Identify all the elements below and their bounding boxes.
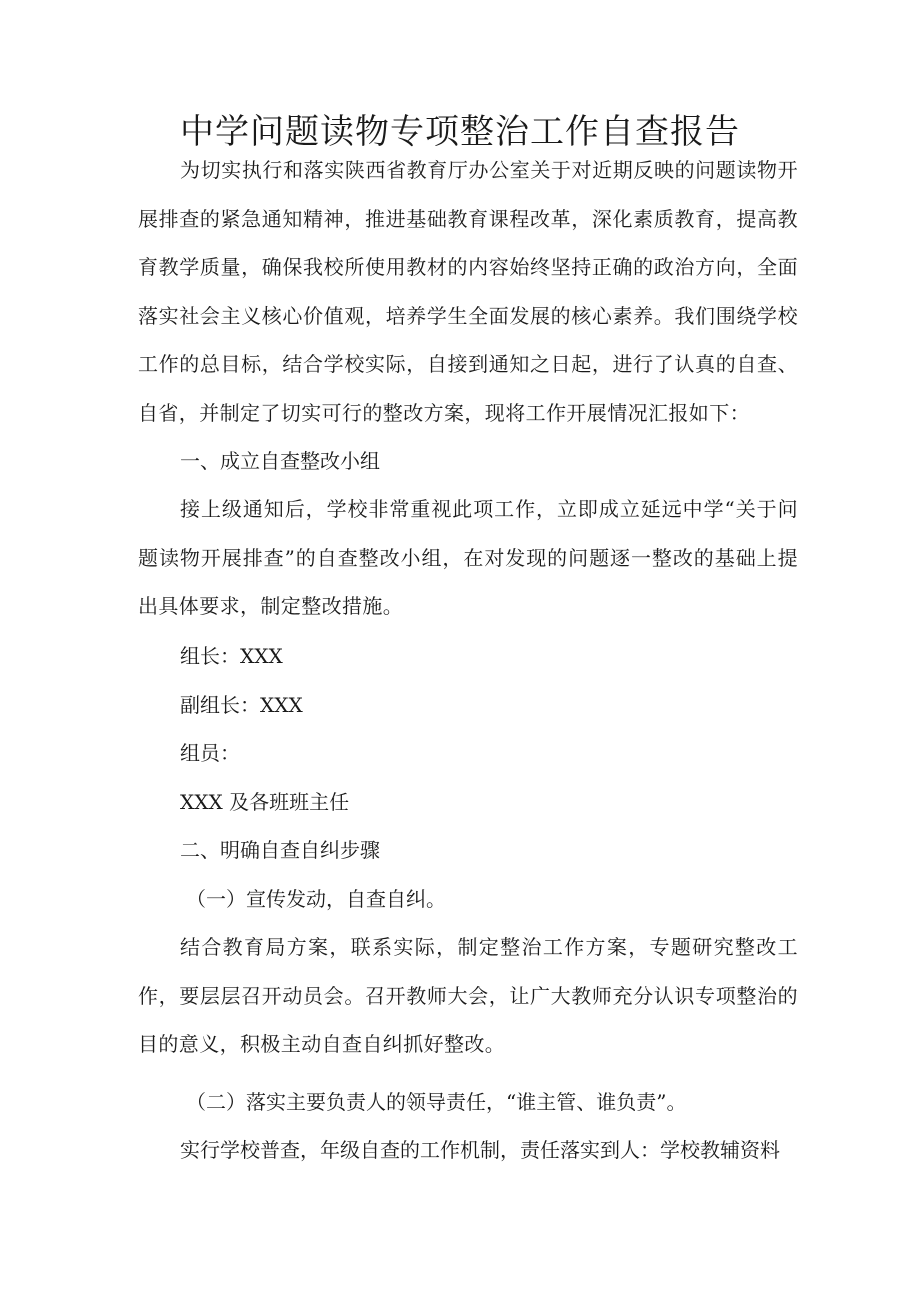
members-line: XXX 及各班班主任: [180, 790, 350, 814]
sub1-paragraph: 结合教育局方案，联系实际，制定整治工作方案，专题研究整改工作，要层层召开动员会。召开教师大会，让广大教师充分认识专项整治的目的意义，积极主动自查自纠抓好整改。: [138, 935, 798, 1056]
deputy-leader-line: 副组长：XXX: [180, 693, 303, 717]
sub2-paragraph: 实行学校普查，年级自查的工作机制，责任落实到人：学校教辅资料: [180, 1138, 780, 1162]
members-label: 组员：: [180, 741, 240, 765]
document-title: 中学问题读物专项整治工作自查报告: [180, 112, 740, 152]
section1-paragraph: 接上级通知后，学校非常重视此项工作，立即成立延远中学“关于问题读物开展排查”的自查整改小组，在对发现的问题逐一整改的基础上提出具体要求，制定整改措施。: [138, 497, 798, 618]
section1-heading: 一、成立自查整改小组: [180, 449, 380, 473]
leader-line: 组长：XXX: [180, 644, 283, 668]
sub1-heading: （一）宣传发动，自查自纠。: [186, 887, 446, 911]
sub2-heading: （二）落实主要负责人的领导责任，“谁主管、谁负责”。: [186, 1090, 687, 1114]
section2-heading: 二、明确自查自纠步骤: [180, 838, 380, 862]
intro-paragraph: 为切实执行和落实陕西省教育厅办公室关于对近期反映的问题读物开展排查的紧急通知精神，推进基础教育课程改革，深化素质教育，提高教育教学质量，确保我校所使用教材的内容始终坚持正确的政治方向，全面落实社会主义核心价值观，培养学生全面发展的核心素养。我们围绕学校工作的总目标，结合学校实际，自接到通知之日起，进行了认真的自查、自省，并制定了切实可行的整改方案，现将工作开展情况汇报如下：: [138, 158, 798, 425]
